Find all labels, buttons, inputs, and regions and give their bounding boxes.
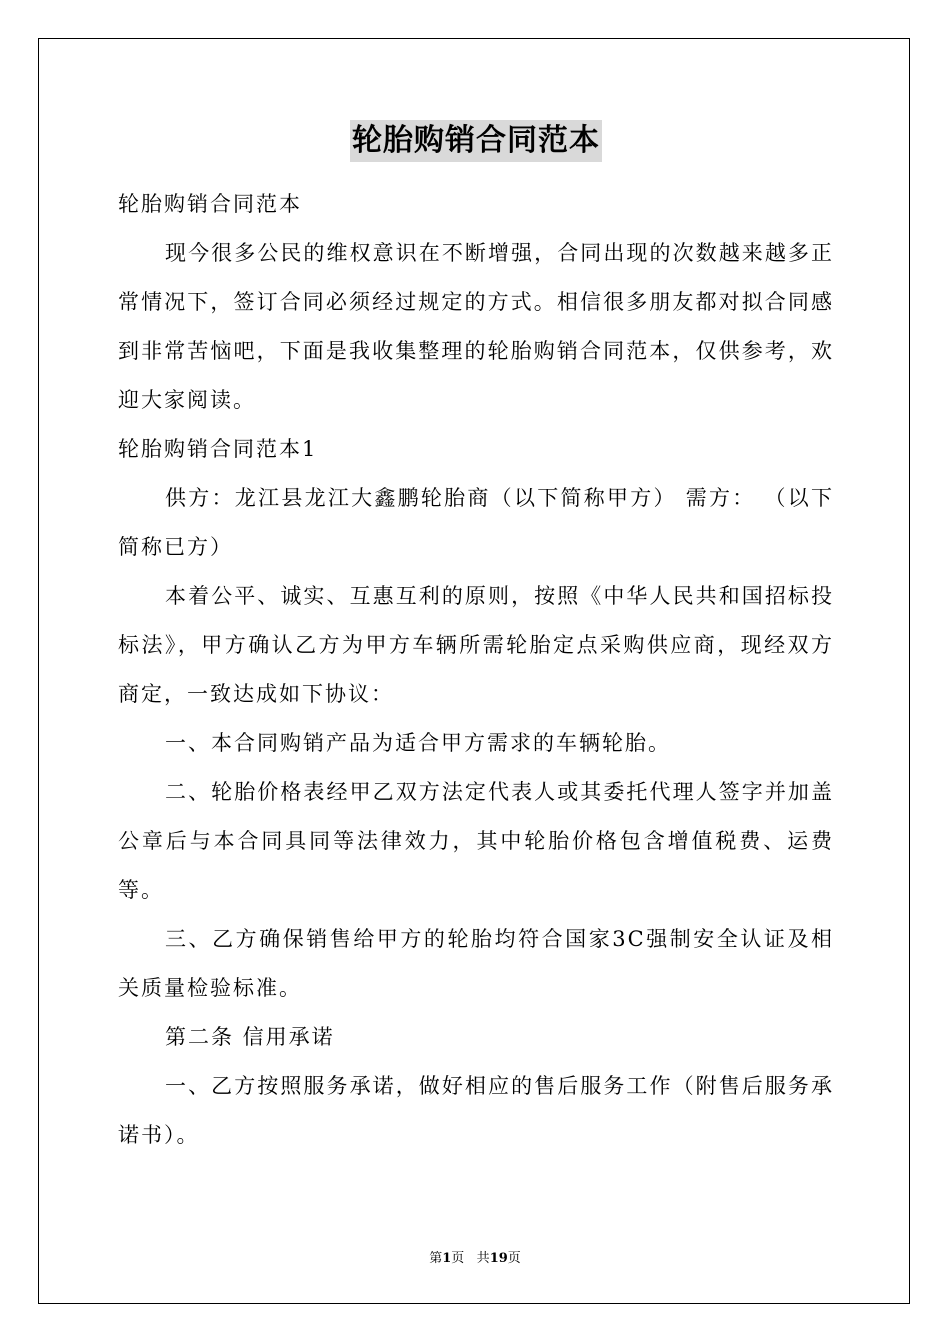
document-title: 轮胎购销合同范本 xyxy=(350,120,602,162)
paragraph: 轮胎购销合同范本1 xyxy=(118,437,318,461)
paragraph: 一、本合同购销产品为适合甲方需求的车辆轮胎。 xyxy=(165,731,671,755)
paragraph: 供方：龙江县龙江大鑫鹏轮胎商（以下简称甲方） 需方： （以下简称已方） xyxy=(118,486,834,559)
footer-page-number: 1 xyxy=(442,1251,452,1266)
paragraph: 二、轮胎价格表经甲乙双方法定代表人或其委托代理人签字并加盖公章后与本合同具同等法律效力，其中轮胎价格包含增值税费、运费等。 xyxy=(118,780,834,902)
page-footer xyxy=(0,1250,950,1268)
document-body xyxy=(118,120,834,1160)
paragraph: 第二条 信用承诺 xyxy=(165,1025,335,1049)
footer-total-prefix: 共 xyxy=(476,1251,490,1266)
paragraph: 轮胎购销合同范本 xyxy=(118,192,302,216)
footer-page-prefix: 第 xyxy=(429,1251,443,1266)
footer-total-pages: 19 xyxy=(489,1251,508,1266)
paragraph: 现今很多公民的维权意识在不断增强，合同出现的次数越来越多正常情况下，签订合同必须经过规定的方式。相信很多朋友都对拟合同感到非常苦恼吧，下面是我收集整理的轮胎购销合同范本，仅供参考，欢迎大家阅读。 xyxy=(118,241,834,412)
paragraph-list xyxy=(118,180,834,1160)
paragraph: 本着公平、诚实、互惠互利的原则，按照《中华人民共和国招标投标法》，甲方确认乙方为甲方车辆所需轮胎定点采购供应商，现经双方商定，一致达成如下协议： xyxy=(118,584,834,706)
footer-page-suffix: 页 xyxy=(451,1251,465,1266)
paragraph: 一、乙方按照服务承诺，做好相应的售后服务工作（附售后服务承诺书）。 xyxy=(118,1074,834,1147)
footer-total-suffix: 页 xyxy=(507,1251,521,1266)
paragraph: 三、乙方确保销售给甲方的轮胎均符合国家3C强制安全认证及相关质量检验标准。 xyxy=(118,927,834,1000)
title-wrap xyxy=(118,120,834,170)
